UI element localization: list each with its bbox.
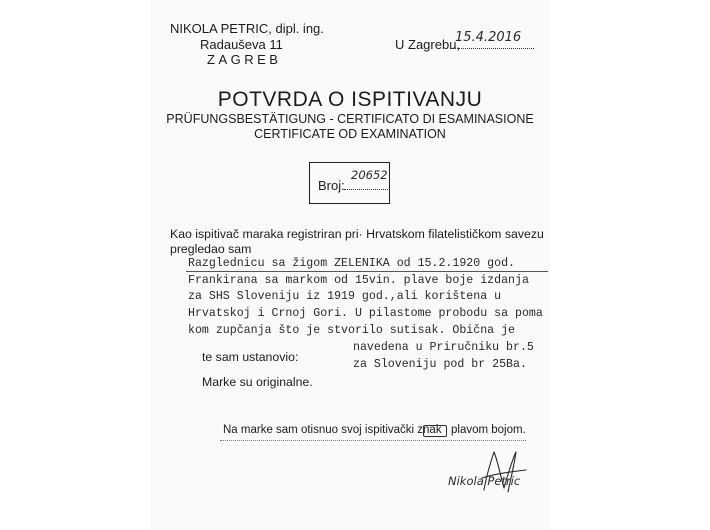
date-underline	[450, 48, 534, 49]
document-subtitle-en: CERTIFICATE OD EXAMINATION	[254, 127, 446, 141]
date-value: 15.4.2016	[455, 30, 522, 45]
catalogue-reference-line-2: za Sloveniju pod br 25Ba.	[353, 358, 527, 371]
signature-flourish-icon	[480, 448, 530, 494]
certificate-number-underline	[344, 189, 388, 190]
stamp-note-color: plavom bojom.	[451, 424, 526, 436]
item-description	[188, 256, 543, 340]
issuer-city: ZAGREB	[207, 52, 282, 67]
description-line: kom zupčanja što je stvorilo sutisak. Obična je	[188, 323, 515, 337]
description-underline	[186, 271, 548, 272]
issuer-street: Radauševa 11	[200, 37, 283, 52]
stamp-note-underline	[220, 440, 526, 441]
catalogue-reference-line-1: navedena u Priručniku br.5	[353, 341, 534, 354]
intro-line-1: Kao ispitivač maraka registriran pri· Hrvatskom filatelističkom savezu	[170, 227, 544, 241]
certificate-number-value: 20652	[351, 168, 388, 182]
description-line: Frankirana sa markom od 15vin. plave boje izdanja	[188, 273, 529, 287]
certificate-number-label: Broj:	[318, 178, 345, 193]
issuer-name: NIKOLA PETRIC, dipl. ing.	[170, 21, 324, 36]
description-line: Hrvatskoj i Crnoj Gori. U pilastome probodu sa poma	[188, 307, 543, 321]
stamp-note-text: Na marke sam otisnuo svoj ispitivački znak	[223, 424, 442, 436]
conclusion-text: Marke su originalne.	[202, 375, 313, 389]
examiner-mark-box	[423, 425, 447, 437]
place-label: U Zagrebu,	[395, 37, 461, 52]
document-title: POTVRDA O ISPITIVANJU	[217, 88, 483, 111]
certificate-page	[150, 0, 550, 530]
signature-name: Nikola Petric	[448, 474, 521, 488]
document-subtitle-de-it: PRÜFUNGSBESTÄTIGUNG - CERTIFICATO DI ESAMINASIONE	[166, 112, 534, 126]
finding-label: te sam ustanovio:	[202, 350, 299, 364]
description-line: za SHS Sloveniju iz 1919 god.,ali korištena u	[188, 290, 502, 304]
description-line: Razglednicu sa žigom ZELENIKA od 15.2.1920 god.	[188, 257, 515, 270]
intro-line-2: pregledao sam	[170, 242, 252, 256]
